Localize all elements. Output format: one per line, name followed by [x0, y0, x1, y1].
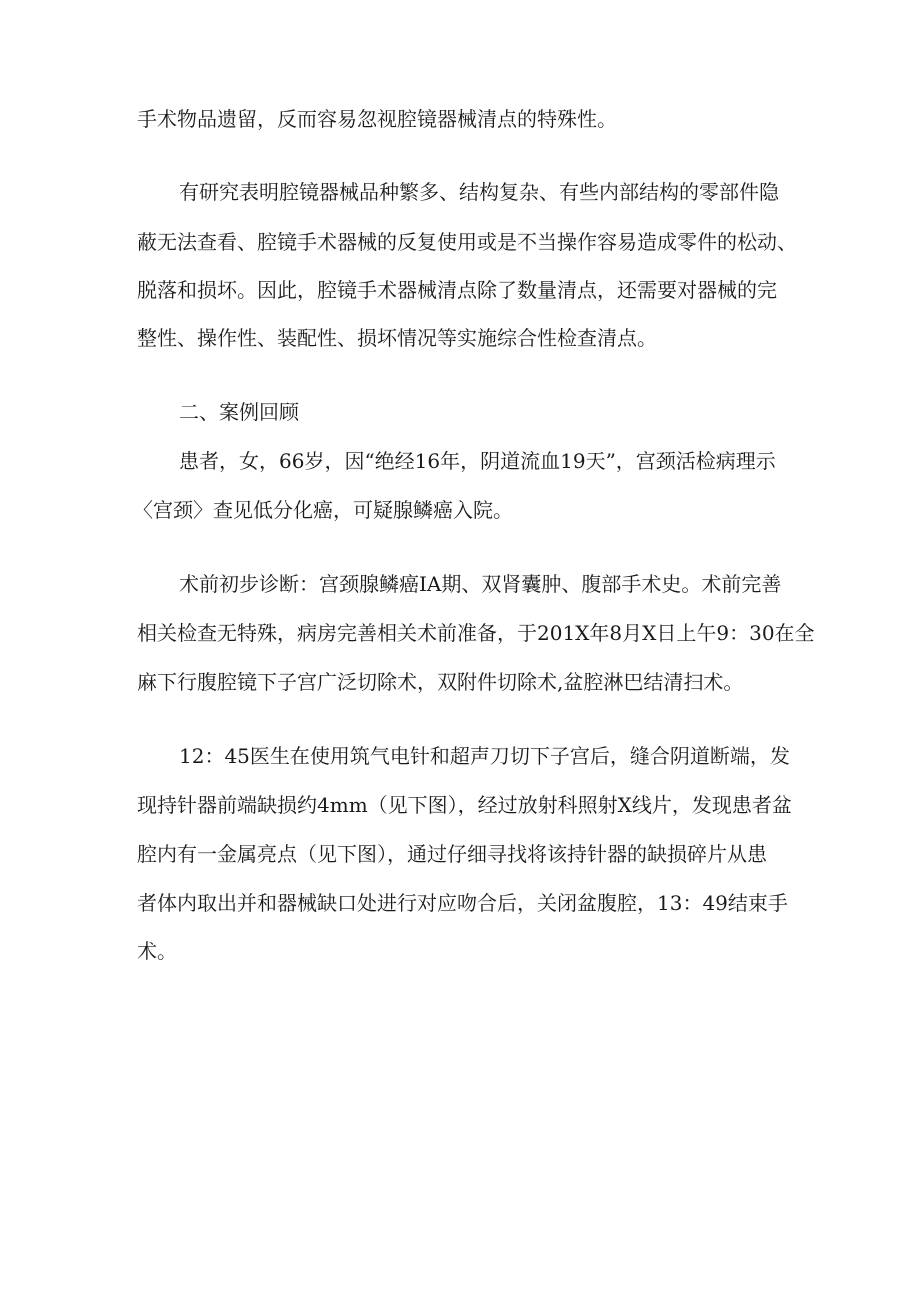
paragraph-2-line-4: 整性、操作性、装配性、损坏情况等实施综合性检查清点。 — [137, 326, 657, 350]
paragraph-4-line-2: 相关检查无特殊，病房完善相关术前准备，于201X年8月X日上午9：30在全 — [137, 621, 815, 645]
paragraph-5-line-4: 者体内取出并和器械缺口处进行对应吻合后，关闭盆腹腔，13：49结束手 — [137, 891, 788, 915]
paragraph-5-line-2: 现持针器前端缺损约4mm（见下图），经过放射科照射X线片，发现患者盆 — [137, 793, 792, 817]
paragraph-2-line-3: 脱落和损坏。因此，腔镜手术器械清点除了数量清点，还需要对器械的完 — [137, 278, 777, 302]
paragraph-5-line-5: 术。 — [137, 939, 177, 963]
paragraph-4-line-3: 麻下行腹腔镜下子宫广泛切除术，双附件切除术,盆腔淋巴结清扫术。 — [137, 670, 744, 694]
paragraph-2-line-1: 有研究表明腔镜器械品种繁多、结构复杂、有些内部结构的零部件隐 — [179, 180, 779, 204]
paragraph-3-line-2: 〈宫颈〉查见低分化癌，可疑腺鳞癌入院。 — [133, 498, 513, 522]
paragraph-5-line-3: 腔内有一金属亮点（见下图），通过仔细寻找将该持针器的缺损碎片从患 — [137, 842, 767, 866]
section-heading: 二、案例回顾 — [179, 400, 299, 424]
paragraph-3-line-1: 患者，女，66岁，因“绝经16年，阴道流血19天”，宫颈活检病理示 — [179, 449, 776, 473]
paragraph-2-line-2: 蔽无法查看、腔镜手术器械的反复使用或是不当操作容易造成零件的松动、 — [137, 230, 797, 254]
paragraph-4-line-1: 术前初步诊断：宫颈腺鳞癌IA期、双肾囊肿、腹部手术史。术前完善 — [179, 572, 782, 596]
paragraph-5-line-1: 12：45医生在使用筑气电针和超声刀切下子宫后，缝合阴道断端，发 — [179, 744, 790, 768]
paragraph-1-line-1: 手术物品遗留，反而容易忽视腔镜器械清点的特殊性。 — [137, 107, 617, 131]
